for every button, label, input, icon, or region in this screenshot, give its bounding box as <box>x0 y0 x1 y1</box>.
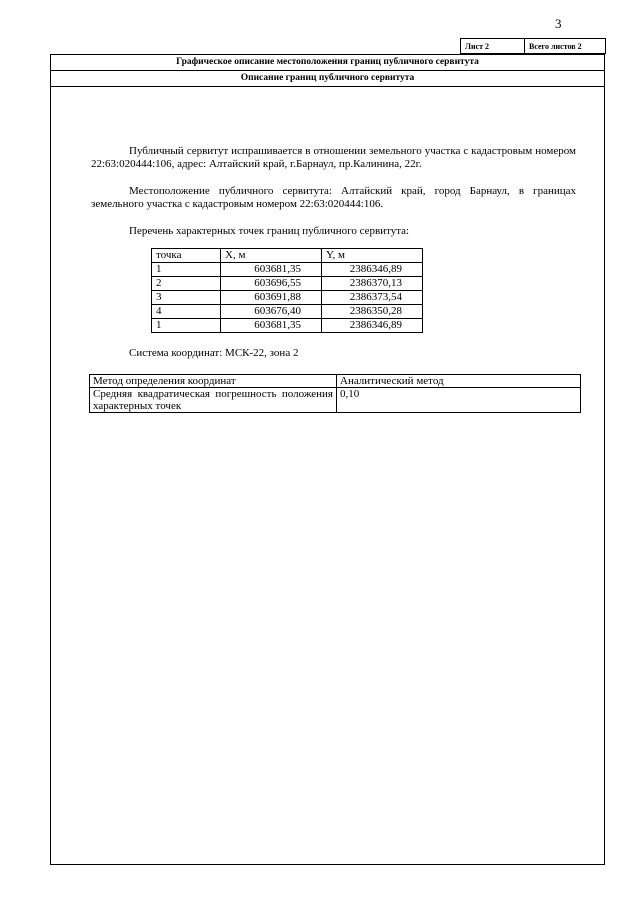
cell-point: 2 <box>152 277 221 291</box>
cell-x: 603676,40 <box>221 305 322 319</box>
cell-x: 603681,35 <box>221 263 322 277</box>
document-body <box>91 145 576 413</box>
table-row <box>152 305 423 319</box>
total-sheets-label: Всего листов 2 <box>529 41 582 51</box>
table-row <box>152 277 423 291</box>
coordinates-table <box>151 248 423 333</box>
cell-x: 603681,35 <box>221 319 322 333</box>
table-row <box>90 375 581 388</box>
table-header-row <box>152 249 423 263</box>
cell-x: 603691,88 <box>221 291 322 305</box>
cell-point: 3 <box>152 291 221 305</box>
table-row <box>152 263 423 277</box>
cell-point: 1 <box>152 263 221 277</box>
points-list-title: Перечень характерных точек границ публичного сервитута: <box>129 225 410 237</box>
paragraph-servitude-subject: Публичный сервитут испрашивается в отношении земельного участка с кадастровым номером 22:63:020444:106, адрес: Алтайский край, г.Барнаул, пр.Калинина, 22г. <box>91 145 576 170</box>
table-row <box>90 388 581 413</box>
sheet-label: Лист 2 <box>461 39 525 53</box>
cell-point: 1 <box>152 319 221 333</box>
cell-y: 2386346,89 <box>322 263 423 277</box>
method-table <box>89 374 581 413</box>
error-value: 0,10 <box>337 388 581 413</box>
cell-point: 4 <box>152 305 221 319</box>
table-row <box>152 319 423 333</box>
cell-y: 2386370,13 <box>322 277 423 291</box>
document-title: Графическое описание местоположения границ публичного сервитута <box>51 55 604 71</box>
paragraph-servitude-location: Местоположение публичного сервитута: Алтайский край, город Барнаул, в границах земельного участка с кадастровым номером 22:63:020444:106. <box>91 185 576 210</box>
cell-x: 603696,55 <box>221 277 322 291</box>
cell-y: 2386373,54 <box>322 291 423 305</box>
cell-y: 2386350,28 <box>322 305 423 319</box>
error-label: Средняя квадратическая погрешность положения характерных точек <box>90 388 337 413</box>
document-frame <box>50 54 605 865</box>
method-value: Аналитический метод <box>337 375 581 388</box>
page-number: 3 <box>555 16 562 31</box>
coordinate-system: Система координат: МСК-22, зона 2 <box>129 347 299 359</box>
table-row <box>152 291 423 305</box>
section-title: Описание границ публичного сервитута <box>51 71 604 87</box>
cell-y: 2386346,89 <box>322 319 423 333</box>
column-header-x: X, м <box>221 249 322 263</box>
method-label: Метод определения координат <box>90 375 337 388</box>
sheet-info-box <box>460 38 606 54</box>
column-header-point: точка <box>152 249 221 263</box>
column-header-y: Y, м <box>322 249 423 263</box>
